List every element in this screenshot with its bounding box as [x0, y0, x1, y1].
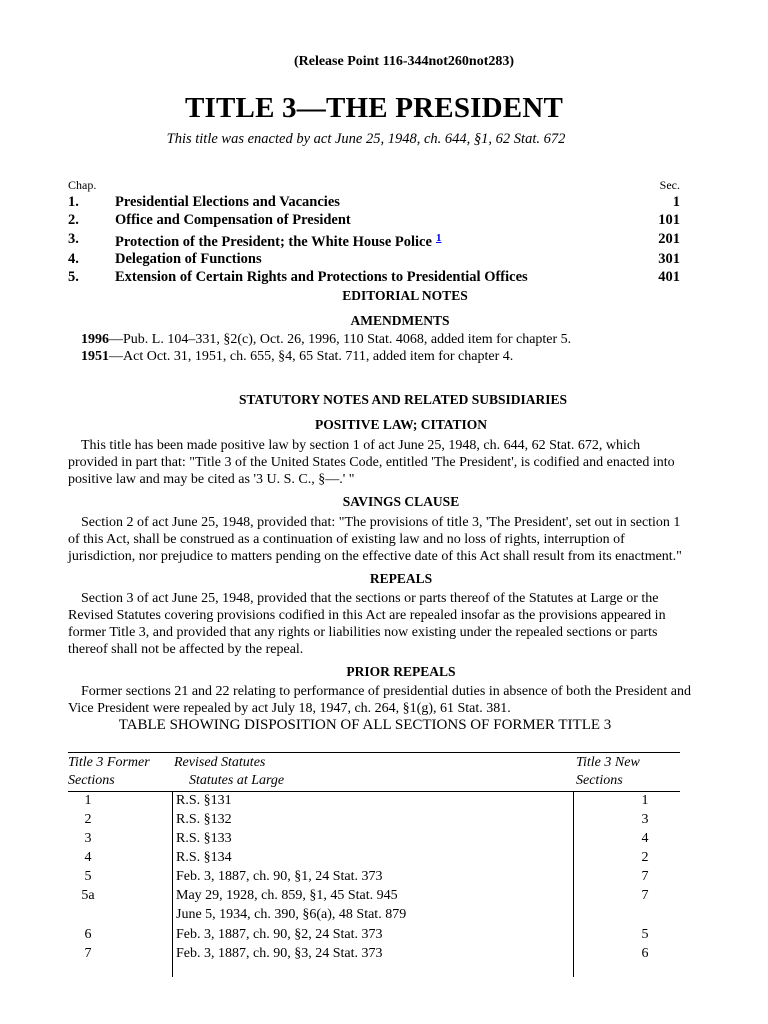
table-cell-new: 4	[641, 831, 649, 846]
table-cell-former: 5	[84, 869, 92, 884]
header-new-sections	[576, 754, 640, 790]
table-cell-new: 1	[641, 793, 649, 808]
repeals-heading: REPEALS	[369, 571, 433, 586]
toc-chapter-title: Office and Compensation of President	[115, 212, 351, 228]
table-top-rule	[68, 752, 680, 753]
amendment-text: —Pub. L. 104–331, §2(c), Oct. 26, 1996, 110 Stat. 4068, added item for chapter 5.	[109, 332, 572, 347]
table-cell-source: Feb. 3, 1887, ch. 90, §1, 24 Stat. 373	[176, 869, 383, 884]
table-cell-source: R.S. §134	[176, 850, 232, 865]
header-revised-line1: Revised Statutes	[174, 755, 266, 770]
toc-chapter-title: Presidential Elections and Vacancies	[115, 194, 340, 210]
positive-law-heading: POSITIVE LAW; CITATION	[314, 417, 488, 432]
header-new-line2: Sections	[576, 773, 623, 788]
header-new-line1: Title 3 New	[576, 755, 640, 770]
table-cell-new: 7	[641, 869, 649, 884]
toc-chapter-title: Protection of the President; the White House Police	[115, 234, 432, 250]
toc-chapter-number: 5.	[68, 269, 79, 285]
page-title: TITLE 3—THE PRESIDENT	[184, 92, 564, 124]
toc-chapter-section: 301	[658, 251, 680, 267]
table-cell-source: Feb. 3, 1887, ch. 90, §2, 24 Stat. 373	[176, 927, 383, 942]
table-cell-former: 6	[84, 927, 92, 942]
prior-repeals-text: Former sections 21 and 22 relating to performance of presidential duties in absence of both the President and Vice President were repealed by act July 18, 1947, ch. 264, §1(g), 61 Stat. 381.	[68, 684, 691, 716]
amendment-item	[81, 349, 513, 365]
table-cell-new: 3	[641, 812, 649, 827]
amendment-text: —Act Oct. 31, 1951, ch. 655, §4, 65 Stat. 711, added item for chapter 4.	[109, 349, 514, 364]
table-cell-new: 7	[641, 888, 649, 903]
toc-row	[68, 194, 680, 212]
amendments-heading: AMENDMENTS	[350, 313, 450, 328]
prior-repeals-heading: PRIOR REPEALS	[346, 664, 456, 679]
table-cell-source: R.S. §132	[176, 812, 232, 827]
table-cell-former: 2	[84, 812, 92, 827]
table-cell-new: 6	[641, 946, 649, 961]
amendment-year: 1951	[81, 349, 109, 364]
toc-row	[68, 212, 680, 230]
toc-chapter-number: 2.	[68, 212, 79, 228]
footnote-link[interactable]: 1	[435, 232, 442, 244]
column-divider	[573, 792, 574, 977]
amendment-item	[81, 332, 571, 348]
release-point: (Release Point 116-344not260not283)	[293, 54, 515, 69]
table-cell-former: 4	[84, 850, 92, 865]
toc-row	[68, 269, 680, 287]
table-header-rule	[68, 791, 680, 792]
savings-clause-heading: SAVINGS CLAUSE	[342, 494, 460, 509]
toc-chapter-number: 4.	[68, 251, 79, 267]
toc-chapter-title: Delegation of Functions	[115, 251, 262, 267]
header-revised-line2: Statutes at Large	[189, 773, 285, 788]
disposition-table-title: TABLE SHOWING DISPOSITION OF ALL SECTIONS OF FORMER TITLE 3	[118, 717, 612, 733]
header-former-sections	[68, 754, 150, 790]
toc-row	[68, 231, 680, 249]
table-cell-source: R.S. §133	[176, 831, 232, 846]
toc-chapter-section: 401	[658, 269, 680, 285]
toc-chapter-section: 101	[658, 212, 680, 228]
savings-clause-text: Section 2 of act June 25, 1948, provided that: "The provisions of title 3, 'The President', set out in section 1 of this Act, shall be construed as a continuation of existing law and no loss of rights, interruption of jurisdiction, nor prejudice to matters pending on the effective date of this Act shall result from its enactment."	[68, 515, 682, 564]
enactment-note: This title was enacted by act June 25, 1948, ch. 644, §1, 62 Stat. 672	[166, 131, 566, 147]
toc-chapter-title: Extension of Certain Rights and Protections to Presidential Offices	[115, 269, 528, 285]
table-cell-former: 5a	[81, 888, 95, 903]
toc-chapter-number: 1.	[68, 194, 79, 210]
table-cell-former: 7	[84, 946, 92, 961]
toc-sec-header: Sec.	[659, 178, 680, 192]
repeals-text: Section 3 of act June 25, 1948, provided that the sections or parts thereof of the Statutes at Large or the Revised Statutes covering provisions codified in this Act are repealed insofar as the provisions appeared in former Title 3, and provided that any rights or liabilities now existing under the repealed sections or parts thereof shall not be affected by the repeal.	[68, 591, 666, 657]
column-divider	[172, 792, 173, 977]
table-cell-source: R.S. §131	[176, 793, 232, 808]
toc-chapter-number: 3.	[68, 231, 79, 247]
toc-chap-header: Chap.	[68, 178, 97, 192]
table-cell-source: Feb. 3, 1887, ch. 90, §3, 24 Stat. 373	[176, 946, 383, 961]
editorial-notes-heading: EDITORIAL NOTES	[342, 288, 468, 303]
table-cell-source: June 5, 1934, ch. 390, §6(a), 48 Stat. 879	[176, 907, 407, 922]
header-former-line2: Sections	[68, 773, 115, 788]
positive-law-text: This title has been made positive law by section 1 of act June 25, 1948, ch. 644, 62 Stat. 672, which provided in part that: "Title 3 of the United States Code, entitled 'The President', is codified and enacted into positive law and may be cited as '3 U. S. C., §—.' "	[68, 438, 675, 487]
header-former-line1: Title 3 Former	[68, 755, 150, 770]
toc-chapter-section: 201	[658, 231, 680, 247]
header-revised-statutes	[174, 754, 284, 790]
toc-row	[68, 251, 680, 269]
table-cell-former: 1	[84, 793, 92, 808]
amendment-year: 1996	[81, 332, 109, 347]
toc-chapter-title-wrapper	[115, 234, 441, 251]
toc-chapter-section: 1	[672, 194, 680, 210]
statutory-notes-heading: STATUTORY NOTES AND RELATED SUBSIDIARIES	[238, 392, 568, 407]
table-cell-new: 2	[641, 850, 649, 865]
table-cell-source: May 29, 1928, ch. 859, §1, 45 Stat. 945	[176, 888, 398, 903]
table-cell-new: 5	[641, 927, 649, 942]
table-cell-former: 3	[84, 831, 92, 846]
